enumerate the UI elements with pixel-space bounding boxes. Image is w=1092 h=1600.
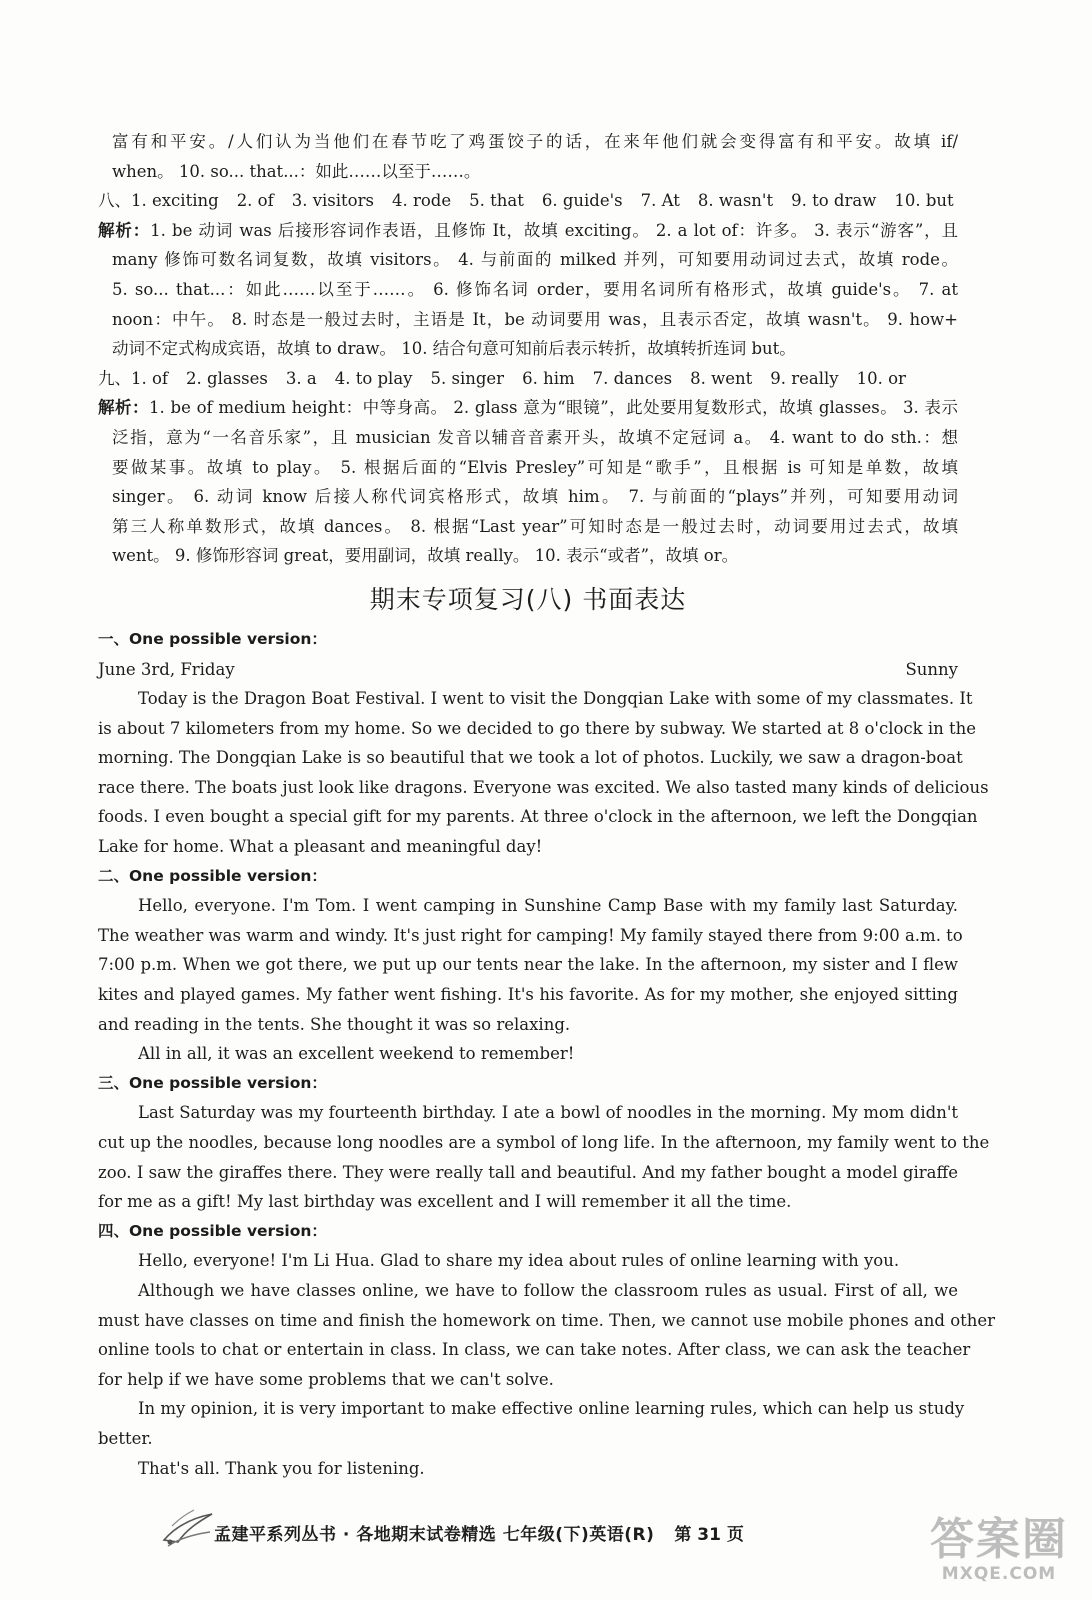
analysis-line: 泛指，意为“一名音乐家”，且 musician 发音以辅音音素开头，故填不定冠词 a。 4. want to do sth.：想 [112, 427, 958, 447]
answer-item: 2. of [236, 191, 274, 211]
text-line: when。 10. so... that...：如此……以至于……。 [112, 161, 481, 181]
essay-line: That's all. Thank you for listening. [138, 1458, 425, 1478]
essay-line: The weather was warm and windy. It's just right for camping! My family stayed there from 9:00 a.m. to [98, 925, 963, 945]
watermark [930, 1516, 1068, 1584]
answer-row-8 [98, 186, 958, 216]
analysis-line: singer。 6. 动词 know 后接人称代词宾格形式，故填 him。 7. 与前面的“plays”并列，可知要用动词 [112, 487, 958, 507]
essay-line: All in all, it was an excellent weekend to remember! [138, 1044, 575, 1064]
essay-line: Hello, everyone! I'm Li Hua. Glad to share my idea about rules of online learning with you. [138, 1251, 900, 1271]
answer-item: 10. or [856, 368, 906, 388]
analysis-line: 第三人称单数形式，故填 dances。 8. 根据“Last year”可知时态是一般过去时，动词要用过去式，故填 [112, 516, 958, 536]
analysis-line: 解析：1. be of medium height：中等身高。 2. glass 意为“眼镜”，此处要用复数形式，故填 glasses。 3. 表示 [98, 398, 958, 418]
essay-line: Although we have classes online, we have to follow the classroom rules as usual. First of all, we [138, 1280, 958, 1300]
answer-prefix: 八、1. exciting [98, 191, 219, 211]
answer-item: 3. visitors [291, 191, 374, 211]
answer-item: 4. to play [334, 368, 413, 388]
analysis-label: 解析： [98, 398, 150, 418]
answer-page [98, 127, 996, 1483]
essay-line: Last Saturday was my fourteenth birthday. I ate a bowl of noodles in the morning. My mom didn't [138, 1103, 958, 1123]
answer-item: 6. guide's [541, 191, 623, 211]
essay-line: for help if we have some problems that we can't solve. [98, 1369, 554, 1389]
essay-line: Today is the Dragon Boat Festival. I went to visit the Dongqian Lake with some of my classmates. It [138, 689, 973, 709]
diary-date-row [98, 655, 958, 685]
diary-date: June 3rd, Friday [98, 659, 235, 679]
footer-series: 孟建平系列丛书 · 各地期末试卷精选 七年级(下)英语(R) [214, 1524, 655, 1545]
essay-line: In my opinion, it is very important to make effective online learning rules, which can help us study [138, 1399, 965, 1419]
answer-item: 8. wasn't [697, 191, 774, 211]
essay-line: kites and played games. My father went fishing. It's his favorite. As for my mother, she enjoyed sitting [98, 985, 958, 1005]
analysis-line: 动词不定式构成宾语，故填 to draw。 10. 结合句意可知前后表示转折，故填转折连词 but。 [112, 339, 796, 359]
essay-line: foods. I even bought a special gift for my parents. At three o'clock in the afternoon, we left the Dongqian [98, 807, 978, 827]
answer-item: 10. but [894, 191, 954, 211]
answer-item: 9. really [770, 368, 839, 388]
analysis-line: 要做某事。故填 to play。 5. 根据后面的“Elvis Presley”可知是“歌手”，且根据 is 可知是单数，故填 [112, 457, 958, 477]
page-footer [158, 1512, 858, 1552]
analysis-line: many 修饰可数名词复数，故填 visitors。 4. 与前面的 milked 并列，可知要用动词过去式，故填 rode。 [112, 250, 958, 270]
answer-item: 7. At [640, 191, 680, 211]
essay-line: cut up the noodles, because long noodles are a symbol of long life. In the afternoon, my family went to the [98, 1133, 990, 1152]
answer-item: 5. that [469, 191, 524, 211]
answer-prefix: 九、1. of [98, 368, 169, 388]
answer-item: 3. a [285, 368, 317, 388]
analysis-line: 5. so... that...：如此……以至于……。 6. 修饰名词 order，要用名词所有格形式，故填 guide's。 7. at [112, 279, 958, 299]
answer-item: 8. went [690, 368, 753, 388]
essay-line: race there. The boats just look like dragons. Everyone was excited. We also tasted many kinds of delicious [98, 777, 989, 797]
answer-item: 4. rode [391, 191, 452, 211]
section-title: 期末专项复习(八) 书面表达 [369, 584, 687, 614]
watermark-text: 答案圈 [930, 1514, 1068, 1565]
essay-line: must have classes on time and finish the homework on time. Then, we cannot use mobile phones and other [98, 1310, 996, 1330]
analysis-line: 解析：1. be 动词 was 后接形容词作表语，且修饰 It，故填 exciting。 2. a lot of：许多。 3. 表示“游客”，且 [98, 220, 958, 240]
analysis-line: went。 9. 修饰形容词 great，要用副词，故填 really。 10. 表示“或者”，故填 or。 [112, 546, 739, 566]
essay-heading: 二、One possible version： [98, 866, 327, 885]
essay-line: online tools to chat or entertain in class. In class, we can take notes. After class, we can ask the teacher [98, 1340, 971, 1360]
essay-line: for me as a gift! My last birthday was excellent and I will remember it all the time. [98, 1192, 792, 1212]
diary-weather: Sunny [905, 659, 958, 679]
essay-line: Hello, everyone. I'm Tom. I went camping in Sunshine Camp Base with my family last Saturday. [138, 896, 958, 916]
answer-row-9 [98, 364, 958, 394]
answer-item: 2. glasses [186, 368, 268, 388]
essay-line: Lake for home. What a pleasant and meaningful day! [98, 837, 543, 857]
text-line: 富有和平安。/人们认为当他们在春节吃了鸡蛋饺子的话，在来年他们就会变得富有和平安。故填 if/ [112, 132, 958, 151]
analysis-label: 解析： [98, 220, 151, 240]
analysis-line: noon：中午。 8. 时态是一般过去时，主语是 It，be 动词要用 was，且表示否定，故填 wasn't。 9. how+ [112, 309, 958, 329]
essay-heading: 三、One possible version： [98, 1073, 327, 1092]
essay-line: better. [98, 1428, 153, 1448]
essay-line: morning. The Dongqian Lake is so beautiful that we took a lot of photos. Luckily, we saw a dragon-boat [98, 748, 963, 768]
answer-item: 5. singer [430, 368, 505, 388]
essay-line: and reading in the tents. She thought it was so relaxing. [98, 1014, 571, 1034]
watermark-url: MXQE.COM [941, 1564, 1057, 1584]
answer-item: 6. him [522, 368, 575, 388]
essay-line: zoo. I saw the giraffes there. They were really tall and beautiful. And my father bought a model giraffe [98, 1162, 958, 1182]
answer-item: 9. to draw [791, 191, 877, 211]
essay-heading: 一、One possible version： [98, 629, 327, 648]
answer-item: 7. dances [592, 368, 673, 388]
essay-line: 7:00 p.m. When we got there, we put up our tents near the lake. In the afternoon, my sister and I flew [98, 955, 958, 975]
essay-line: is about 7 kilometers from my home. So we decided to go there by subway. We started at 8 o'clock in the [98, 718, 977, 738]
footer-page-number: 第 31 页 [674, 1524, 744, 1545]
essay-heading: 四、One possible version： [98, 1221, 327, 1240]
